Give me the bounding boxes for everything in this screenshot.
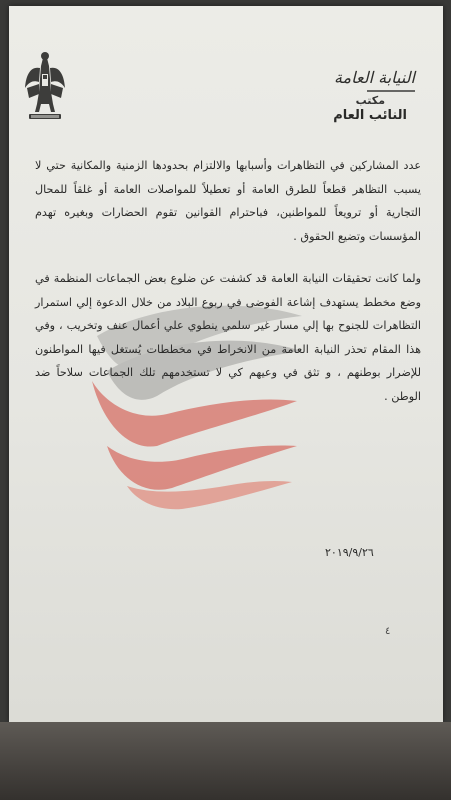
office-name: النيابة العامة: [333, 68, 415, 87]
letterhead: [245, 68, 415, 124]
letter-date: ٢٠١٩/٩/٢٦: [325, 546, 374, 559]
office-sub: مكتب: [355, 94, 385, 107]
letter-body: [35, 154, 421, 408]
eagle-emblem-icon: [23, 48, 67, 130]
document-page: [9, 6, 443, 722]
office-title: النائب العام: [333, 108, 407, 123]
page-mark: ٤: [385, 626, 391, 637]
background-surface: [0, 722, 451, 800]
paragraph-1: عدد المشاركين في التظاهرات وأسبابها والالتزام بحدودها الزمنية والمكانية حتي لا يسبب التظاهر قطعاً للطرق العامة أو تعطيلاً للمواصلات العامة أو غلقاً للمحال التجارية أو ترويعاً للمواطنين، فباحترام القوانين تقوم الحضارات وبغيره تهدم المؤسسات وتضيع الحقوق .: [35, 159, 421, 243]
paragraph-2: ولما كانت تحقيقات النيابة العامة قد كشفت عن ضلوع بعض الجماعات المنظمة في وضع مخطط يستهدف إشاعة الفوضى في ربوع البلاد من خلال الدعوة إلي استمرار التظاهرات للجنوح بها إلي مسار غير سلمي ينطوي علي أعمال عنف وتخريب ، وفي هذا المقام تحذر النيابة العامة من الانخراط في مخططات يُستغل فيها المواطنون للإضرار بوطنهم ، و تثق في وعيهم كي لا تستخدمهم تلك الجماعات سلاحاً ضد الوطن .: [35, 272, 421, 403]
header-divider: [367, 90, 415, 92]
